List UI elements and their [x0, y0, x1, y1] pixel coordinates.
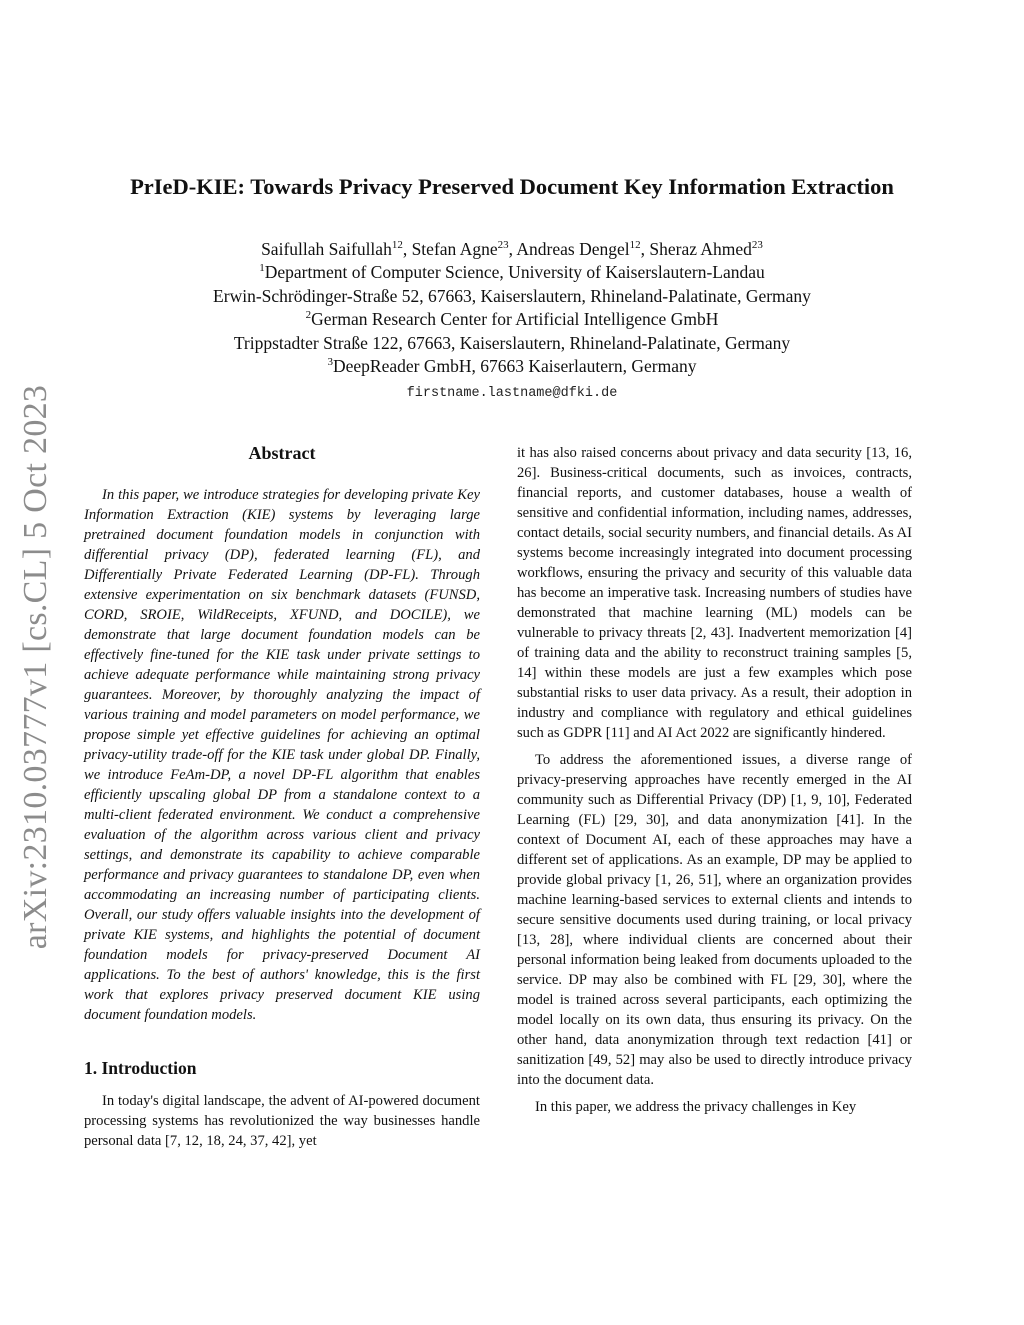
arxiv-side-stamp: [6, 372, 66, 962]
author-block: [60, 238, 964, 406]
affiliation-1: [60, 261, 964, 284]
affiliation-name: German Research Center for Artificial Intelligence GmbH: [311, 309, 719, 330]
right-column: [517, 443, 912, 1117]
left-column: [84, 440, 480, 1151]
affiliation-2-address: Trippstadter Straße 122, 67663, Kaiserslautern, Rhineland-Palatinate, Germany: [233, 332, 791, 353]
introduction-paragraph-1-continued: it has also raised concerns about privacy and data security [13, 16, 26]. Business-critical documents, such as invoices, contracts, financial reports, and customer databases, house a wealth of sensitive and confidential information, including names, addresses, contact details, social security numbers, and financial details. As AI systems become increasingly integrated into document processing workflows, ensuring the privacy and security of this valuable data has become an imperative task. Increasing numbers of studies have demonstrated that machine learning (ML) models can be vulnerable to privacy threats [2, 43]. Inadvertent memorization [4] of training data and the ability to reconstruct training samples [5, 14] within these models are just a few examples which pose substantial risks to user data privacy. As a result, their adoption in industry and compliance with regulatory and ethical guidelines such as GDPR [11] and AI Act 2022 are significantly hindered.: [517, 445, 912, 741]
affiliation-mark: 1: [259, 262, 265, 275]
affiliation-mark: 2: [305, 309, 312, 322]
affiliation-name: DeepReader GmbH, 67663 Kaiserlautern, Germany: [333, 356, 697, 377]
author-affiliation-mark: 12: [391, 239, 403, 251]
contact-email: firstname.lastname@dfki.de: [406, 386, 618, 402]
abstract-text: In this paper, we introduce strategies for developing private Key Information Extraction (KIE) systems by leveraging large pretrained document foundation models in conjunction with differential privacy (DP), federated learning (FL), and Differentially Private Federated Learning (DP-FL). Through extensive experimentation on six benchmark datasets (FUNSD, CORD, SROIE, WildReceipts, XFUND, and DOCILE), we demonstrate that large document foundation models can be effectively fine-tuned for the KIE task under private settings to achieve adequate performance while maintaining strong privacy guarantees. Moreover, by thoroughly analyzing the impact of various training and model parameters on model performance, we propose simple yet effective guidelines for achieving an optimal privacy-utility trade-off for the KIE task under global DP. Finally, we introduce FeAm-DP, a novel DP-FL algorithm that enables efficiently upscaling global DP from a standalone context to a multi-client federated environment. We conduct a comprehensive evaluation of the algorithm across various client and privacy settings, and demonstrate its capability to achieve comparable performance and privacy guarantees to standalone DP, even when accommodating an increasing number of participating clients. Overall, our study offers valuable insights into the development of private KIE systems, and highlights the potential of document foundation models for privacy-preserved Document AI applications. To the best of authors' knowledge, this is the first work that explores privacy preserved document KIE using document foundation models.: [84, 487, 480, 1023]
affiliation-3: [60, 355, 964, 378]
paper-title: PrIeD-KIE: Towards Privacy Preserved Document Key Information Extraction: [130, 174, 894, 199]
author-name: , Stefan Agne: [402, 239, 498, 259]
author-affiliation-mark: 23: [497, 239, 509, 251]
arxiv-identifier: arXiv:2310.03777v1 [cs.CL] 5 Oct 2023: [17, 384, 54, 950]
affiliation-1-address: Erwin-Schrödinger-Straße 52, 67663, Kaiserslautern, Rhineland-Palatinate, Germany: [213, 285, 811, 306]
author-affiliation-mark: 12: [629, 239, 641, 251]
introduction-heading: 1. Introduction: [84, 1058, 197, 1078]
introduction-paragraph-3: In this paper, we address the privacy challenges in Key: [535, 1099, 857, 1115]
affiliation-2: [60, 308, 964, 331]
introduction-paragraph-2: To address the aforementioned issues, a diverse range of privacy-preserving approaches have recently emerged in the AI community such as Differential Privacy (DP) [1, 9, 10], Federated Learning (FL) [29, 30], and data anonymization [41]. In the context of Document AI, each of these approaches may have a different set of applications. As an example, DP may be applied to provide global privacy [1, 26, 51], where an organization provides machine learning-based services to external clients and intends to secure sensitive documents used during training, or local privacy [13, 28], where individual clients are concerned about their personal information being leaked from documents uploaded to the service. DP may also be combined with FL [29, 30], where the model is trained across several participants, each optimizing the model locally on its own data, thus ensuring its privacy. On the other hand, data anonymization through text redaction [41] or sanitization [49, 52] may also be used to directly introduce privacy into the document data.: [517, 752, 912, 1088]
affiliation-mark: 3: [327, 356, 333, 369]
author-name: , Andreas Dengel: [508, 239, 630, 259]
author-list: [60, 238, 964, 261]
author-name: Saifullah Saifullah: [261, 239, 392, 259]
abstract-heading: Abstract: [248, 443, 316, 463]
author-name: , Sheraz Ahmed: [640, 239, 752, 259]
introduction-paragraph-1: In today's digital landscape, the advent of AI-powered document processing systems has revolutionized the way businesses handle personal data [7, 12, 18, 24, 37, 42], yet: [84, 1093, 480, 1149]
author-affiliation-mark: 23: [751, 239, 763, 251]
affiliation-name: Department of Computer Science, University of Kaiserslautern-Landau: [264, 262, 765, 283]
